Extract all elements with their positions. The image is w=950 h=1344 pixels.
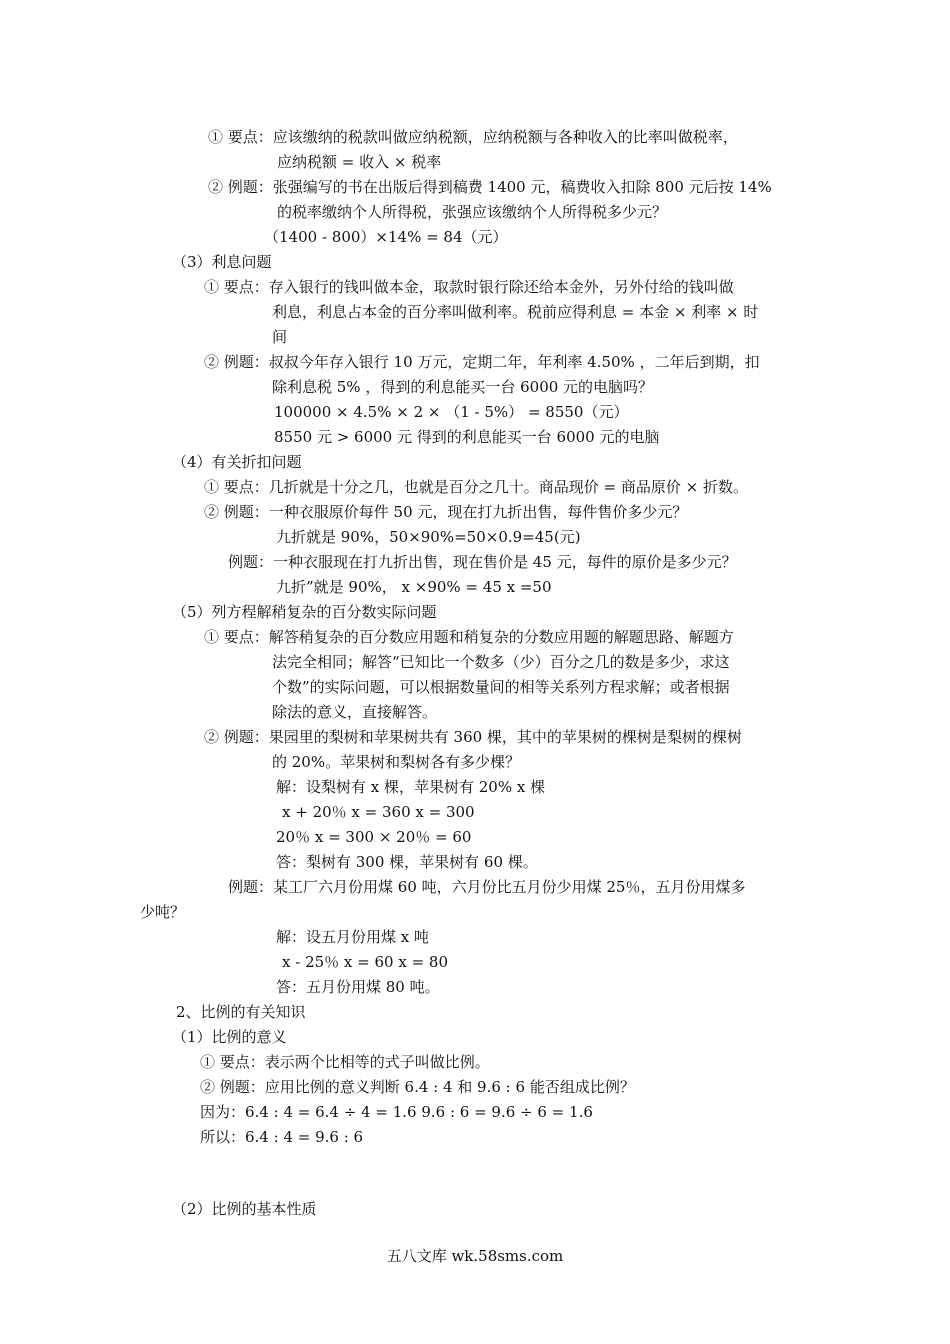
text-line: 例题：一种衣服现在打九折出售，现在售价是 45 元，每件的原价是多少元？ xyxy=(228,553,737,571)
text-line: 少吨？ xyxy=(140,903,186,921)
text-line: ① 要点：表示两个比相等的式子叫做比例。 xyxy=(200,1053,490,1071)
text-line: 间 xyxy=(272,328,288,346)
section-heading: （3）利息问题 xyxy=(172,253,272,271)
text-line: 法完全相同；解答“已知比一个数多（少）百分之几的数是多少，求这 xyxy=(272,653,730,671)
text-line: 除利息税 5% ，得到的利息能买一台 6000 元的电脑吗？ xyxy=(272,378,654,396)
text-line: ② 例题：叔叔今年存入银行 10 万元，定期二年，年利率 4.50% ，二年后到期，扣 xyxy=(204,353,760,371)
formula-line: （1400 - 800）×14% = 84（元） xyxy=(264,228,508,246)
text-line: 解：设梨树有 x 棵，苹果树有 20% x 棵 xyxy=(276,778,546,796)
formula-line: x - 25％ x = 60 x = 80 xyxy=(282,953,448,971)
formula-line: x + 20％ x = 360 x = 300 xyxy=(282,803,475,821)
formula-line: 所以：6.4 : 4 = 9.6 : 6 xyxy=(200,1128,364,1146)
section-heading: （2）比例的基本性质 xyxy=(172,1200,317,1218)
text-line: ① 要点：应该缴纳的税款叫做应纳税额，应纳税额与各种收入的比率叫做税率， xyxy=(208,128,738,146)
section-heading: （4）有关折扣问题 xyxy=(172,453,302,471)
text-line: 应纳税额 = 收入 × 税率 xyxy=(277,153,442,171)
text-line: 解：设五月份用煤 x 吨 xyxy=(276,928,429,946)
formula-line: 100000 × 4.5% × 2 × （1 - 5%） = 8550（元） xyxy=(274,403,629,421)
text-line: ② 例题：应用比例的意义判断 6.4 : 4 和 9.6 : 6 能否组成比例？ xyxy=(200,1078,635,1096)
text-line: ② 例题：一种衣服原价每件 50 元，现在打九折出售，每件售价多少元？ xyxy=(204,503,688,521)
text-line: 除法的意义，直接解答。 xyxy=(272,703,438,721)
section-heading: （1）比例的意义 xyxy=(172,1028,287,1046)
text-line: ① 要点：解答稍复杂的百分数应用题和稍复杂的分数应用题的解题思路、解题方 xyxy=(204,628,734,646)
text-line: ② 例题：张强编写的书在出版后得到稿费 1400 元，稿费收入扣除 800 元后按 14% xyxy=(208,178,772,196)
page-footer: 五八文库 wk.58sms.com xyxy=(386,1247,564,1265)
text-line: 答：五月份用煤 80 吨。 xyxy=(276,978,440,996)
text-line: ① 要点：几折就是十分之几，也就是百分之几十。商品现价 = 商品原价 × 折数。 xyxy=(204,478,748,496)
formula-line: 九折就是 90%，50×90%=50×0.9=45(元) xyxy=(276,528,581,546)
text-line: 答：梨树有 300 棵，苹果树有 60 棵。 xyxy=(276,853,538,871)
text-line: 例题：某工厂六月份用煤 60 吨，六月份比五月份少用煤 25％，五月份用煤多 xyxy=(228,878,746,896)
section-heading: （5）列方程解稍复杂的百分数实际问题 xyxy=(172,603,437,621)
text-line: 的税率缴纳个人所得税，张强应该缴纳个人所得税多少元？ xyxy=(277,203,668,221)
formula-line: 8550 元 > 6000 元 得到的利息能买一台 6000 元的电脑 xyxy=(274,428,660,446)
text-line: ② 例题：果园里的梨树和苹果树共有 360 棵，其中的苹果树的棵树是梨树的棵树 xyxy=(204,728,742,746)
formula-line: 因为：6.4 : 4 = 6.4 ÷ 4 = 1.6 9.6 : 6 = 9.6 ÷ 6 = 1.6 xyxy=(200,1103,593,1121)
text-line: 个数”的实际问题，可以根据数量间的相等关系列方程求解；或者根据 xyxy=(272,678,730,696)
formula-line: 20％ x = 300 × 20％ = 60 xyxy=(276,828,472,846)
section-heading: 2、比例的有关知识 xyxy=(176,1003,306,1021)
formula-line: 九折”就是 90%， x ×90% = 45 x =50 xyxy=(276,578,552,596)
text-line: 的 20%。苹果树和梨树各有多少棵？ xyxy=(272,753,521,771)
text-line: 利息，利息占本金的百分率叫做利率。税前应得利息 = 本金 × 利率 × 时 xyxy=(272,303,759,321)
text-line: ① 要点：存入银行的钱叫做本金，取款时银行除还给本金外，另外付给的钱叫做 xyxy=(204,278,734,296)
